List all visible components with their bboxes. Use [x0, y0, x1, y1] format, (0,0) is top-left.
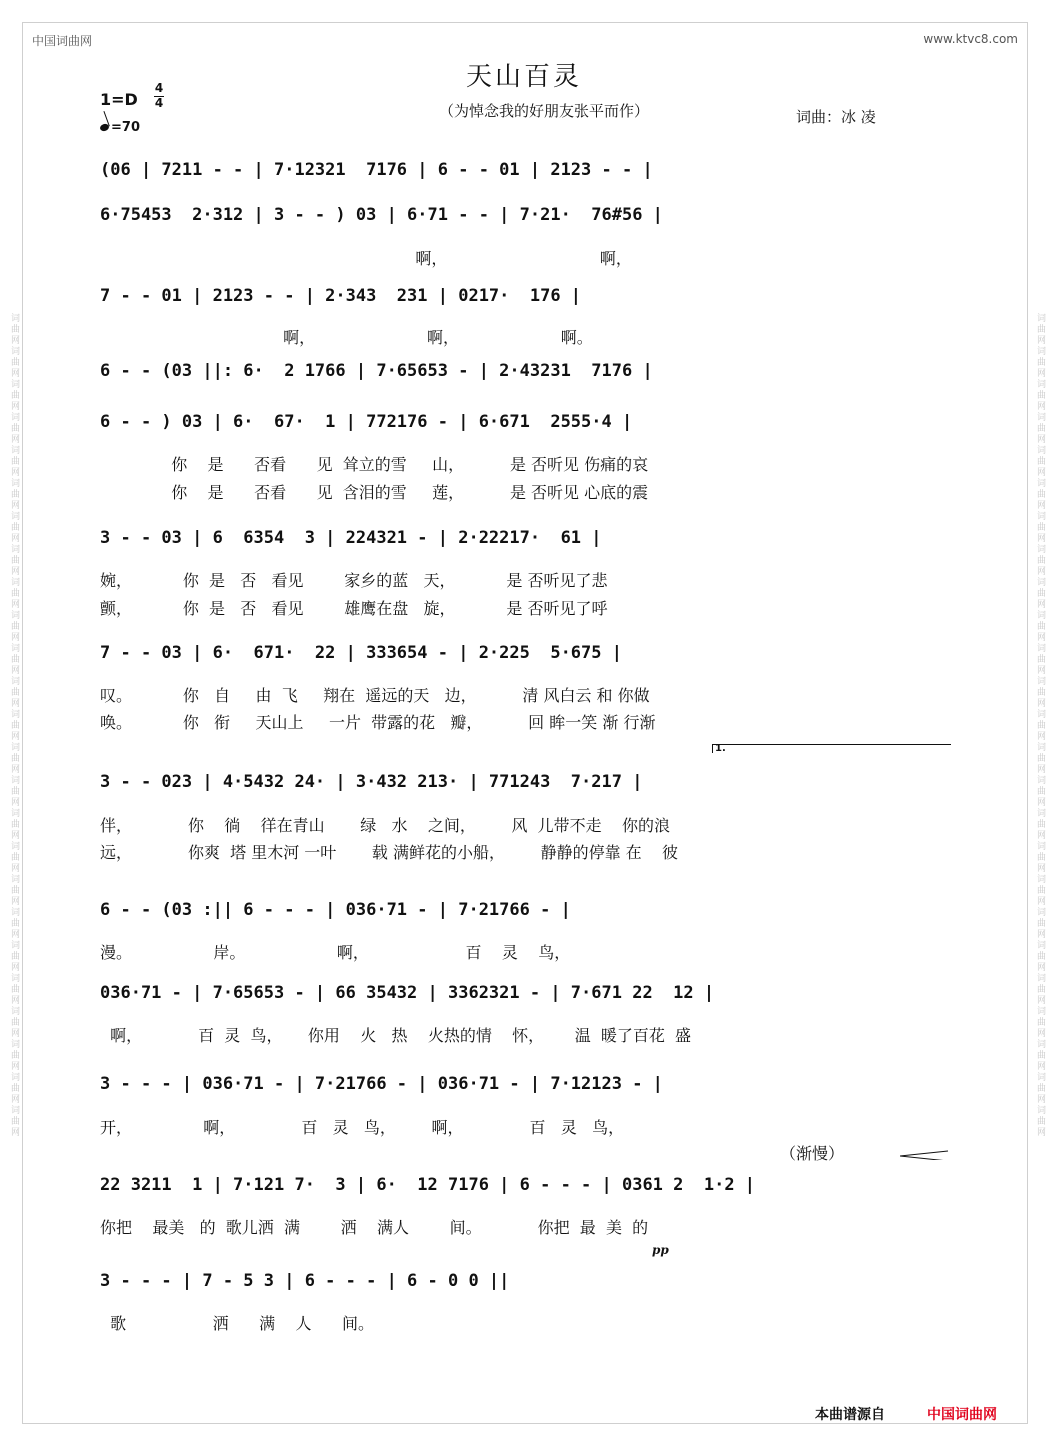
lyric-line-5b: 你 是 否看 见 含泪的雪 莲， 是 否听见 心底的震: [100, 483, 649, 502]
dynamic-pp: pp: [652, 1243, 669, 1257]
lyric-line-12a: 你把 最美 的 歌儿洒 满 洒 满人 间。 你把 最 美 的: [100, 1218, 649, 1237]
quarter-note-icon: [99, 123, 110, 133]
lyric-line-6a: 婉， 你 是 否 看见 家乡的蓝 天， 是 否听见了悲: [100, 571, 608, 590]
score-line-2: 6·75453 2·312 | 3 - - ) 03 | 6·71 - - | 7·21· 76#56 |: [100, 205, 663, 225]
score-line-4: 6 - - (03 ||: 6· 2 1766 | 7·65653 - | 2·43231 7176 |: [100, 361, 653, 381]
lyric-line-9a: 漫。 岸。 啊， 百 灵 鸟，: [100, 943, 571, 962]
diminuendo-mark: [900, 1150, 950, 1160]
footer-source: 本曲谱源自: [815, 1407, 885, 1423]
song-title: 天山百灵: [465, 62, 582, 92]
lyric-line-7b: 唤。 你 衔 天山上 一片 带露的花 瓣， 回 眸一笑 渐 行渐: [100, 713, 656, 732]
ritardando-mark: （渐慢）: [780, 1144, 845, 1163]
score-line-7: 7 - - 03 | 6· 671· 22 | 333654 - | 2·225 5·675 |: [100, 643, 622, 663]
lyric-line-5a: 你 是 否看 见 耸立的雪 山， 是 否听见 伤痛的哀: [100, 455, 649, 474]
lyric-line-6b: 颤， 你 是 否 看见 雄鹰在盘 旋， 是 否听见了呼: [100, 599, 608, 618]
score-line-5: 6 - - ) 03 | 6· 67· 1 | 772176 - | 6·671 2555·4 |: [100, 412, 633, 432]
dim-line-upper: [900, 1151, 948, 1156]
dim-line-lower: [900, 1156, 948, 1160]
score-line-6: 3 - - 03 | 6 6354 3 | 224321 - | 2·22217· 61 |: [100, 528, 602, 548]
score-line-8: 3 - - 023 | 4·5432 24· | 3·432 213· | 771243 7·217 |: [100, 772, 643, 792]
time-top: 4: [154, 81, 164, 95]
lyric-line-10a: 啊， 百 灵 鸟， 你用 火 热 火热的情 怀， 温 暖了百花 盛: [100, 1026, 692, 1045]
score-line-10: 036·71 - | 7·65653 - | 66 35432 | 3362321 - | 7·671 22 12 |: [100, 983, 715, 1003]
watermark-left: 词曲网词曲网词曲网词曲网词曲网词曲网词曲网词曲网词曲网词曲网词曲网词曲网词曲网词曲网词曲网词曲网词曲网词曲网词曲网词曲网词曲网词曲网词曲网词曲网词曲网: [9, 313, 19, 1138]
song-credit: 词曲：冰 凌: [796, 108, 876, 126]
tempo-value: =70: [111, 120, 140, 135]
lyric-line-11a: 开， 啊， 百 灵 鸟， 啊， 百 灵 鸟，: [100, 1118, 625, 1137]
lyric-line-7a: 叹。 你 自 由 飞 翔在 遥远的天 边， 清 风白云 和 你做: [100, 686, 650, 705]
score-line-13: 3 - - - | 7 - 5 3 | 6 - - - | 6 - 0 0 ||: [100, 1271, 510, 1291]
score-line-11: 3 - - - | 036·71 - | 7·21766 - | 036·71 - | 7·12123 - |: [100, 1074, 663, 1094]
time-bottom: 4: [154, 96, 164, 110]
score-line-12: 22 3211 1 | 7·121 7· 3 | 6· 12 7176 | 6 - - - | 0361 2 1·2 |: [100, 1175, 756, 1195]
site-name-left: 中国词曲网: [32, 34, 93, 48]
score-line-3: 7 - - 01 | 2123 - - | 2·343 231 | 0217· 176 |: [100, 286, 582, 306]
tempo-marking: [100, 120, 140, 135]
key-signature: 1=D: [100, 90, 138, 109]
score-line-1: (06 | 7211 - - | 7·12321 7176 | 6 - - 01 | 2123 - - |: [100, 160, 653, 180]
volta-1: 1.: [712, 744, 951, 753]
song-subtitle: （为悼念我的好朋友张平而作）: [438, 102, 649, 120]
lyric-line-8a: 伴， 你 徜 徉在青山 绿 水 之间， 风 儿带不走 你的浪: [100, 816, 670, 835]
site-url-right: www.ktvc8.com: [923, 32, 1018, 46]
time-signature: [154, 82, 164, 110]
lyric-line-3a: 啊， 啊， 啊。: [100, 328, 593, 347]
watermark-right: 词曲网词曲网词曲网词曲网词曲网词曲网词曲网词曲网词曲网词曲网词曲网词曲网词曲网词曲网词曲网词曲网词曲网词曲网词曲网词曲网词曲网词曲网词曲网词曲网词曲网: [1035, 313, 1045, 1138]
lyric-line-2a: 啊， 啊，: [100, 249, 632, 268]
score-line-9: 6 - - (03 :|| 6 - - - | 036·71 - | 7·21766 - |: [100, 900, 571, 920]
footer-brand[interactable]: 中国词曲网: [927, 1407, 997, 1423]
lyric-line-8b: 远， 你爽 塔 里木河 一叶 载 满鲜花的小船， 静静的停靠 在 彼: [100, 843, 679, 862]
lyric-line-13a: 歌 洒 满 人 间。: [100, 1314, 375, 1333]
